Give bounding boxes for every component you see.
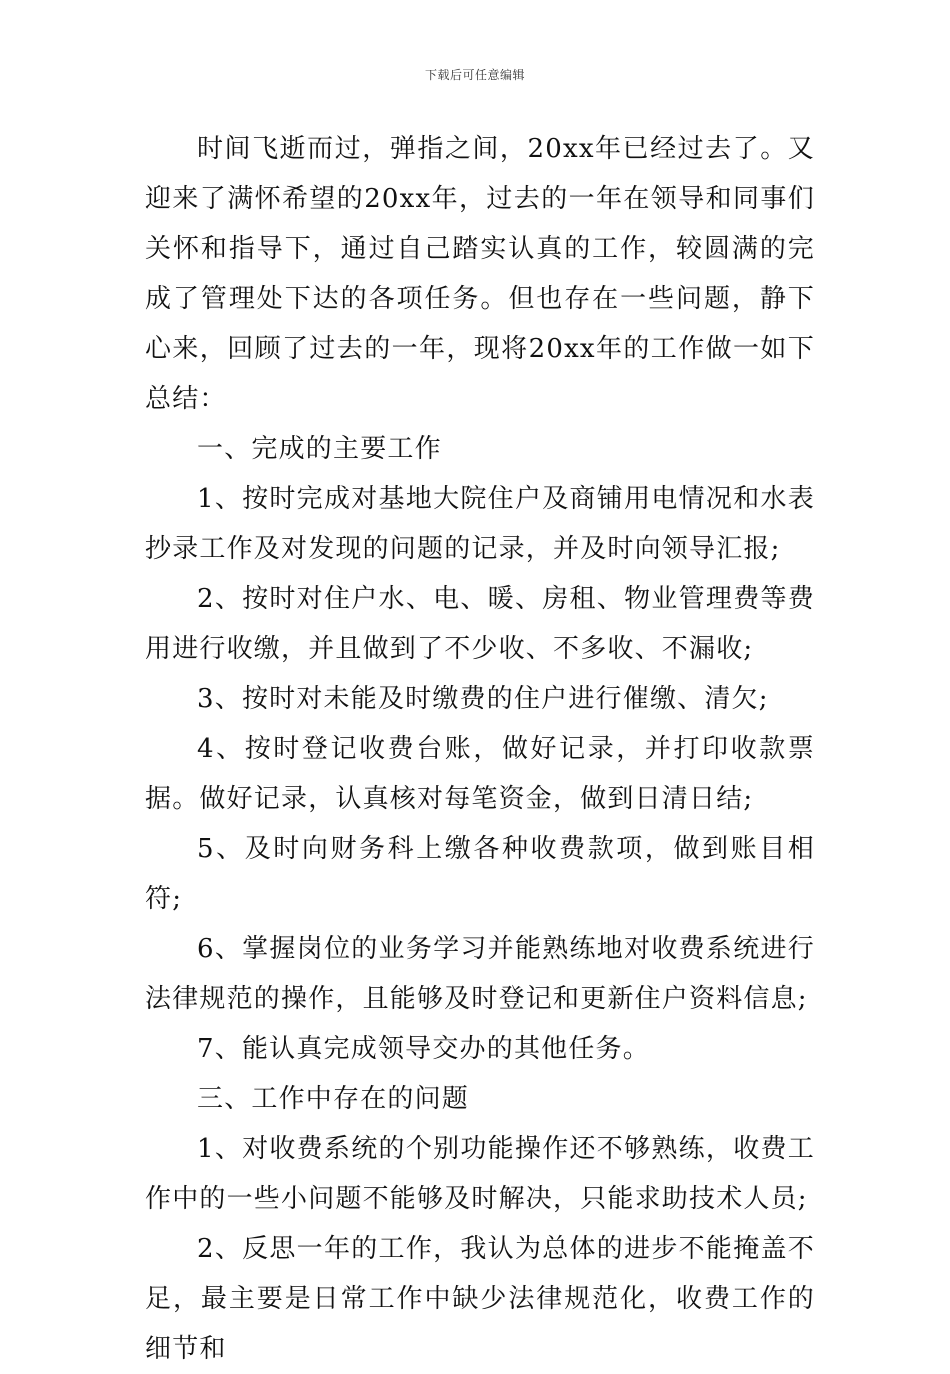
section-heading-main-work: 一、完成的主要工作 <box>197 434 442 464</box>
document-body <box>145 124 815 1374</box>
work-item-4: 4、按时登记收费台账，做好记录，并打印收款票据。做好记录，认真核对每笔资金，做到日清日结; <box>145 734 815 814</box>
work-item-1: 1、按时完成对基地大院住户及商铺用电情况和水表抄录工作及对发现的问题的记录，并及时向领导汇报; <box>145 484 815 564</box>
intro-paragraph: 时间飞逝而过，弹指之间，20xx年已经过去了。又迎来了满怀希望的20xx年，过去的一年在领导和同事们关怀和指导下，通过自己踏实认真的工作，较圆满的完成了管理处下达的各项任务。但也存在一些问题，静下心来，回顾了过去的一年，现将20xx年的工作做一如下总结： <box>145 134 815 414</box>
problem-item-1: 1、对收费系统的个别功能操作还不够熟练，收费工作中的一些小问题不能够及时解决，只能求助技术人员; <box>145 1134 815 1214</box>
work-item-3: 3、按时对未能及时缴费的住户进行催缴、清欠; <box>197 684 769 714</box>
work-item-5: 5、及时向财务科上缴各种收费款项，做到账目相符; <box>145 834 815 914</box>
problem-item-2: 2、反思一年的工作，我认为总体的进步不能掩盖不足，最主要是日常工作中缺少法律规范化，收费工作的细节和 <box>145 1234 815 1364</box>
page-header-note: 下载后可任意编辑 <box>424 68 525 82</box>
work-item-6: 6、掌握岗位的业务学习并能熟练地对收费系统进行法律规范的操作，且能够及时登记和更新住户资料信息; <box>145 934 815 1014</box>
work-item-7: 7、能认真完成领导交办的其他任务。 <box>197 1034 650 1064</box>
section-heading-problems: 三、工作中存在的问题 <box>197 1084 470 1114</box>
work-item-2: 2、按时对住户水、电、暖、房租、物业管理费等费用进行收缴，并且做到了不少收、不多收、不漏收; <box>145 584 815 664</box>
